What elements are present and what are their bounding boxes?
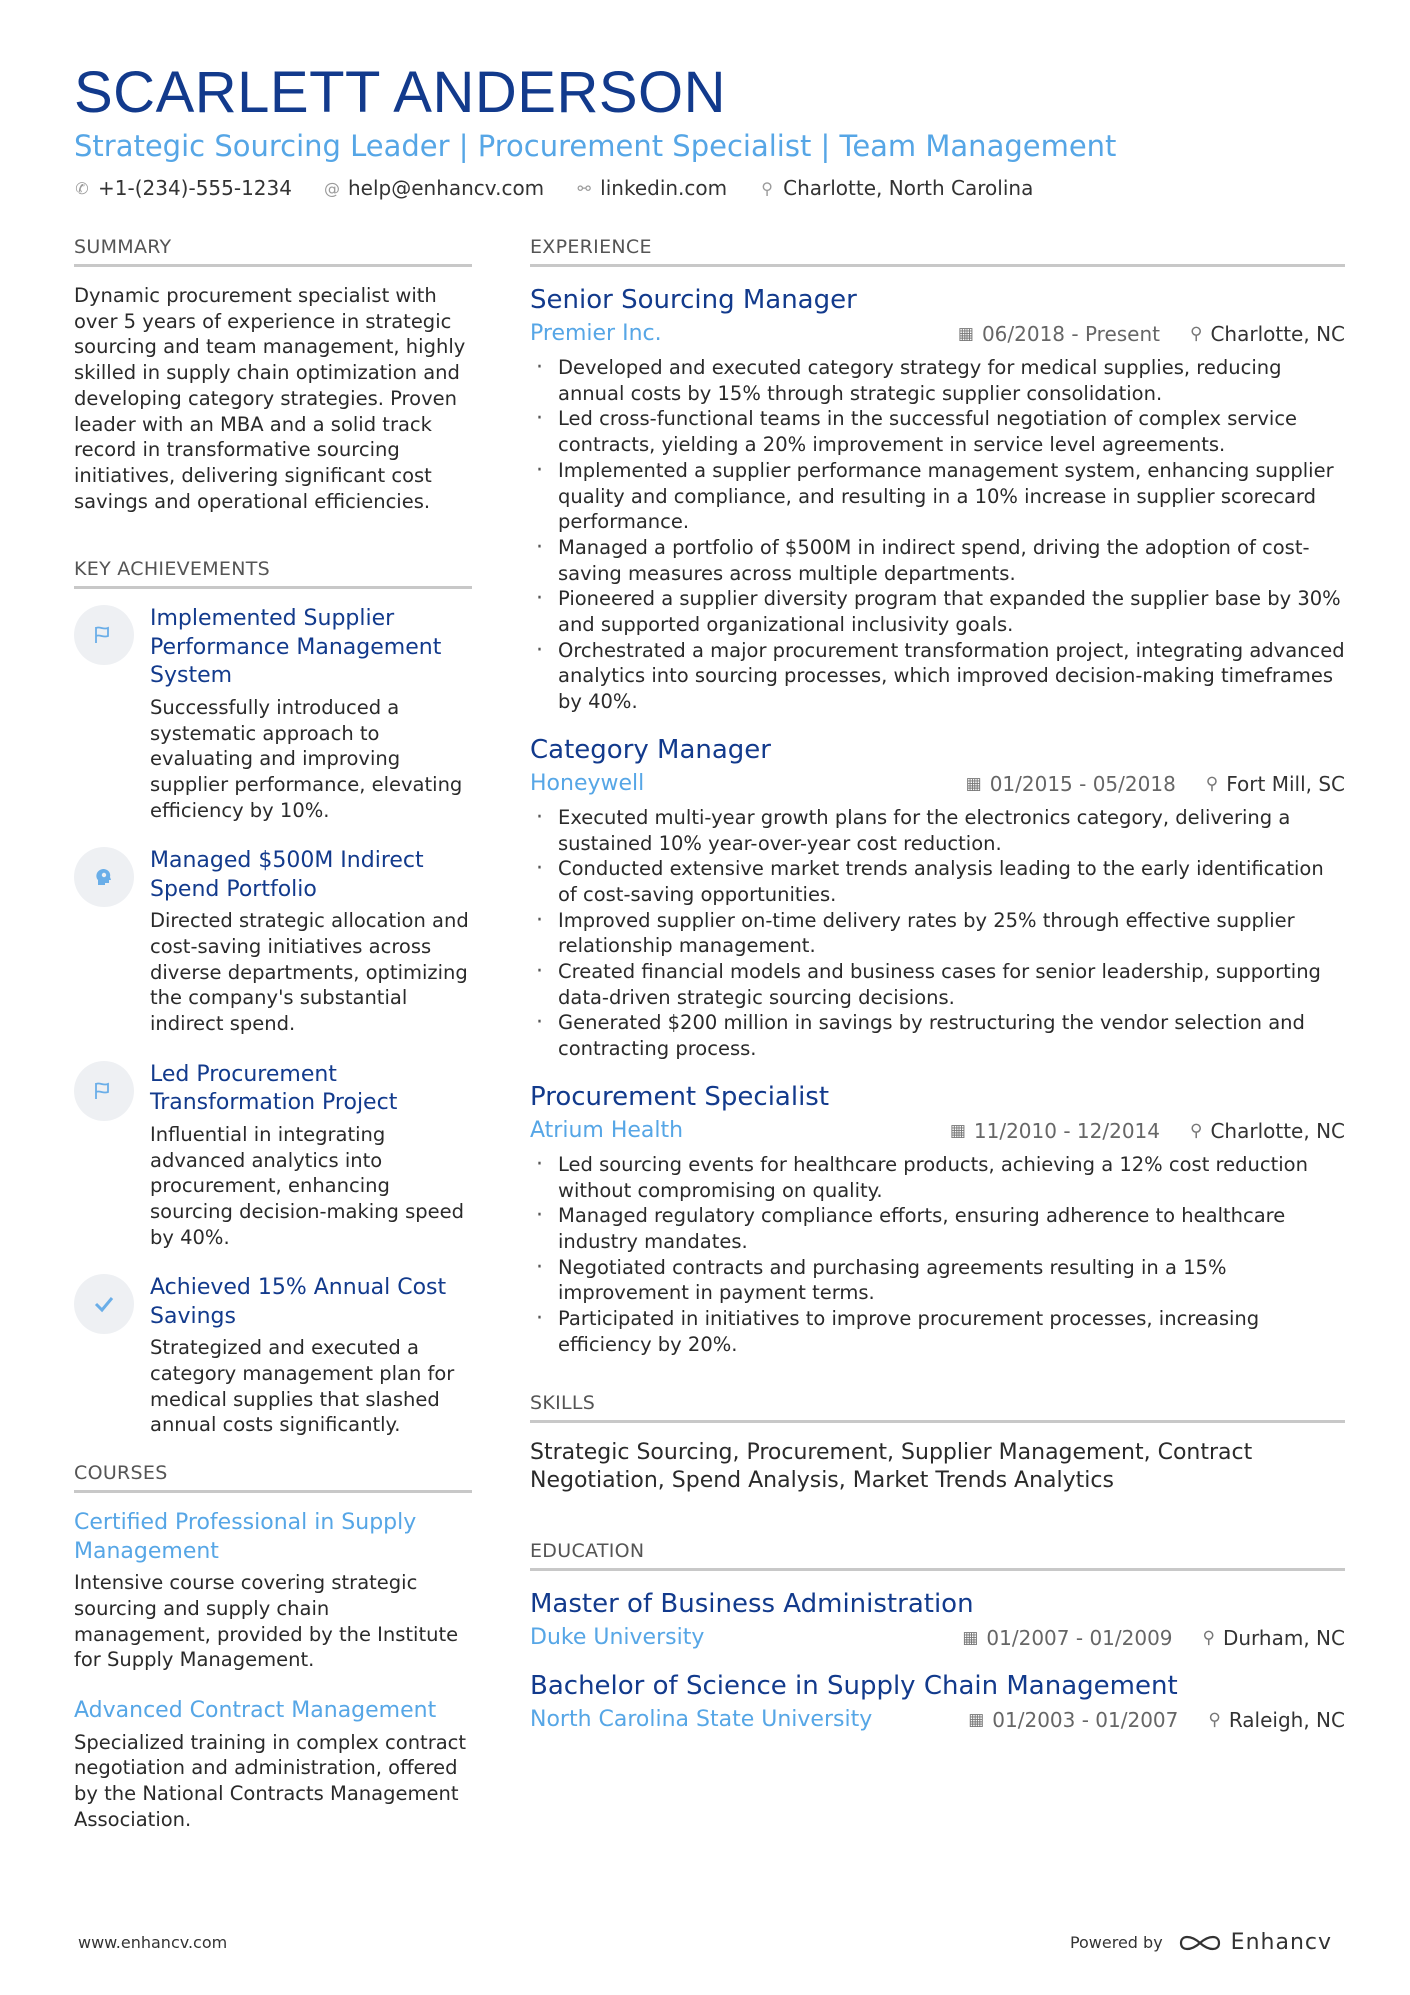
education-dates: 01/2003 - 01/2007 bbox=[992, 1707, 1179, 1732]
footer-website[interactable]: www.enhancv.com bbox=[78, 1933, 228, 1952]
bullet-item: · Participated in initiatives to improve procurement processes, increasing efficiency by 20%. bbox=[530, 1306, 1345, 1357]
achievement-title: Implemented Supplier Performance Management System bbox=[150, 606, 442, 689]
job-entry bbox=[530, 283, 1345, 715]
achievement-title: Managed $500M Indirect Spend Portfolio bbox=[150, 848, 424, 902]
education-entry bbox=[530, 1669, 1345, 1735]
brand-name: Enhancv bbox=[1230, 1930, 1332, 1955]
bullet-item: · Implemented a supplier performance management system, enhancing supplier quality and compliance, and resulting in a 10% increase in supplier scorecard performance. bbox=[530, 458, 1345, 535]
job-title: Procurement Specialist bbox=[530, 1081, 830, 1112]
candidate-tagline: Strategic Sourcing Leader | Procurement Specialist | Team Management bbox=[74, 129, 1117, 163]
company-name: Atrium Health bbox=[530, 1117, 684, 1143]
bullet-item: · Led cross-functional teams in the successful negotiation of complex service contracts, yielding a 20% improvement in service level agreements. bbox=[530, 406, 1345, 457]
summary-text: Dynamic procurement specialist with over 5 years of experience in strategic sourcing and team management, highly skilled in supply chain optimization and developing category strategies. Proven leader with an MBA and a solid track record in transformative sourcing initiatives, delivering significant cost savings and operational efficiencies. bbox=[74, 284, 466, 513]
education-dates: 01/2007 - 01/2009 bbox=[986, 1625, 1173, 1650]
achievement-title: Led Procurement Transformation Project bbox=[150, 1061, 398, 1116]
achievement-item bbox=[74, 1061, 472, 1251]
page-footer bbox=[78, 1930, 1332, 1955]
achievement-title: Achieved 15% Annual Cost Savings bbox=[150, 1275, 447, 1329]
candidate-name: SCARLETT ANDERSON bbox=[74, 60, 727, 125]
job-location: Charlotte, NC bbox=[1210, 1118, 1345, 1143]
bullet-item: · Orchestrated a major procurement transformation project, integrating advanced analytics into sourcing processes, which improved decision-making timeframes by 40%. bbox=[530, 638, 1345, 715]
phone-icon: ✆ bbox=[75, 178, 89, 198]
experience-heading: EXPERIENCE bbox=[530, 236, 1345, 267]
left-column bbox=[74, 236, 472, 1856]
summary-heading: SUMMARY bbox=[74, 236, 472, 267]
flag-icon bbox=[74, 605, 134, 665]
location-pin-icon: ⚲ bbox=[761, 178, 773, 198]
location-pin-icon: ⚲ bbox=[1190, 1120, 1203, 1141]
achievement-desc: Directed strategic allocation and cost-saving initiatives across diverse departments, optimizing the company's substantial indirect spend. bbox=[150, 909, 469, 1036]
check-icon bbox=[74, 1274, 134, 1334]
achievements-section bbox=[74, 558, 472, 1438]
calendar-icon: ▦ bbox=[957, 324, 974, 344]
course-item bbox=[74, 1509, 472, 1673]
job-entry bbox=[530, 733, 1345, 1062]
enhancv-logo[interactable] bbox=[1177, 1930, 1332, 1955]
achievements-heading: KEY ACHIEVEMENTS bbox=[74, 558, 472, 589]
bullet-item: · Developed and executed category strategy for medical supplies, reducing annual costs by 15% through strategic supplier consolidation. bbox=[530, 355, 1345, 406]
course-desc: Specialized training in complex contract negotiation and administration, offered by the National Contracts Management Association. bbox=[74, 1730, 467, 1831]
bullet-item: · Generated $200 million in savings by restructuring the vendor selection and contracting process. bbox=[530, 1010, 1345, 1061]
job-dates: 06/2018 - Present bbox=[981, 322, 1160, 346]
bullet-item: · Led sourcing events for healthcare products, achieving a 12% cost reduction without compromising on quality. bbox=[530, 1152, 1345, 1203]
job-location: Fort Mill, SC bbox=[1226, 771, 1345, 796]
linkedin-text: linkedin.com bbox=[600, 176, 728, 200]
location-pin-icon: ⚲ bbox=[1190, 324, 1203, 344]
bullet-item: · Managed regulatory compliance efforts, ensuring adherence to healthcare industry mandates. bbox=[530, 1203, 1345, 1254]
course-desc: Intensive course covering strategic sourcing and supply chain management, provided by the Institute for Supply Management. bbox=[74, 1571, 459, 1672]
bullet-item: · Created financial models and business cases for senior leadership, supporting data-driven strategic sourcing decisions. bbox=[530, 959, 1345, 1010]
calendar-icon: ▦ bbox=[962, 1627, 979, 1648]
bullet-item: · Negotiated contracts and purchasing agreements resulting in a 15% improvement in payment terms. bbox=[530, 1255, 1345, 1306]
summary-section bbox=[74, 236, 472, 514]
infinity-icon bbox=[1177, 1931, 1223, 1955]
contact-email[interactable] bbox=[324, 176, 544, 200]
skills-section bbox=[530, 1392, 1345, 1496]
bullet-item: · Managed a portfolio of $500M in indirect spend, driving the adoption of cost-saving measures across multiple departments. bbox=[530, 535, 1345, 586]
job-entry bbox=[530, 1080, 1345, 1358]
skills-text: Strategic Sourcing, Procurement, Supplier Management, Contract Negotiation, Spend Analysis, Market Trends Analytics bbox=[530, 1439, 1253, 1493]
job-bullets bbox=[530, 805, 1345, 1062]
job-location: Charlotte, NC bbox=[1210, 322, 1345, 346]
at-icon: @ bbox=[323, 178, 340, 198]
job-title: Senior Sourcing Manager bbox=[530, 285, 857, 315]
bullet-item: · Improved supplier on-time delivery rates by 25% through effective supplier relationship management. bbox=[530, 908, 1345, 959]
education-location: Raleigh, NC bbox=[1228, 1707, 1345, 1732]
calendar-icon: ▦ bbox=[968, 1709, 985, 1730]
job-dates: 01/2015 - 05/2018 bbox=[989, 771, 1176, 796]
achievement-desc: Successfully introduced a systematic approach to evaluating and improving supplier performance, elevating efficiency by 10%. bbox=[150, 695, 463, 822]
footer-brand bbox=[1070, 1930, 1332, 1955]
education-entry bbox=[530, 1587, 1345, 1653]
achievement-desc: Strategized and executed a category management plan for medical supplies that slashed annual costs significantly. bbox=[150, 1336, 455, 1437]
course-title: Certified Professional in Supply Management bbox=[74, 1510, 417, 1564]
achievement-item bbox=[74, 605, 472, 823]
bullet-item: · Executed multi-year growth plans for the electronics category, delivering a sustained 10% year-over-year cost reduction. bbox=[530, 805, 1345, 856]
job-dates: 11/2010 - 12/2014 bbox=[973, 1118, 1160, 1143]
skills-heading: SKILLS bbox=[530, 1392, 1345, 1423]
education-location: Durham, NC bbox=[1222, 1625, 1345, 1650]
powered-by-text: Powered by bbox=[1069, 1933, 1163, 1952]
courses-section bbox=[74, 1462, 472, 1832]
contact-bar bbox=[74, 176, 1344, 200]
flag-icon bbox=[74, 1061, 134, 1121]
achievement-item bbox=[74, 847, 472, 1037]
contact-linkedin[interactable] bbox=[576, 176, 727, 200]
company-name: Premier Inc. bbox=[530, 321, 662, 346]
email-text: help@enhancv.com bbox=[347, 176, 545, 200]
location-pin-icon: ⚲ bbox=[1202, 1627, 1215, 1648]
education-heading: EDUCATION bbox=[530, 1540, 1345, 1571]
course-item bbox=[74, 1697, 472, 1832]
job-bullets bbox=[530, 355, 1345, 715]
location-text: Charlotte, North Carolina bbox=[783, 176, 1034, 200]
company-name: Honeywell bbox=[530, 770, 645, 796]
course-title: Advanced Contract Management bbox=[74, 1698, 437, 1723]
resume-header bbox=[74, 60, 1344, 200]
location-pin-icon: ⚲ bbox=[1205, 773, 1219, 794]
bullet-item: · Pioneered a supplier diversity program that expanded the supplier base by 30% and supported organizational inclusivity goals. bbox=[530, 586, 1345, 637]
education-section bbox=[530, 1540, 1345, 1735]
degree-title: Master of Business Administration bbox=[530, 1588, 974, 1619]
school-name: North Carolina State University bbox=[530, 1706, 873, 1732]
achievement-item bbox=[74, 1274, 472, 1438]
contact-location bbox=[759, 176, 1033, 200]
bullet-item: · Conducted extensive market trends analysis leading to the early identification of cost-saving opportunities. bbox=[530, 856, 1345, 907]
degree-title: Bachelor of Science in Supply Chain Management bbox=[530, 1670, 1178, 1701]
school-name: Duke University bbox=[530, 1624, 705, 1650]
calendar-icon: ▦ bbox=[965, 773, 982, 794]
contact-phone[interactable] bbox=[74, 176, 292, 200]
job-bullets bbox=[530, 1152, 1345, 1358]
achievement-desc: Influential in integrating advanced analytics into procurement, enhancing sourcing decision-making speed by 40%. bbox=[150, 1122, 465, 1249]
calendar-icon: ▦ bbox=[949, 1120, 966, 1141]
link-icon: ⚯ bbox=[577, 178, 591, 198]
experience-section bbox=[530, 236, 1345, 1358]
right-column bbox=[530, 236, 1345, 1751]
courses-heading: COURSES bbox=[74, 1462, 472, 1493]
location-pin-icon: ⚲ bbox=[1208, 1709, 1221, 1730]
phone-text: +1-(234)-555-1234 bbox=[98, 176, 292, 200]
head-icon bbox=[74, 847, 134, 907]
job-title: Category Manager bbox=[530, 734, 771, 765]
